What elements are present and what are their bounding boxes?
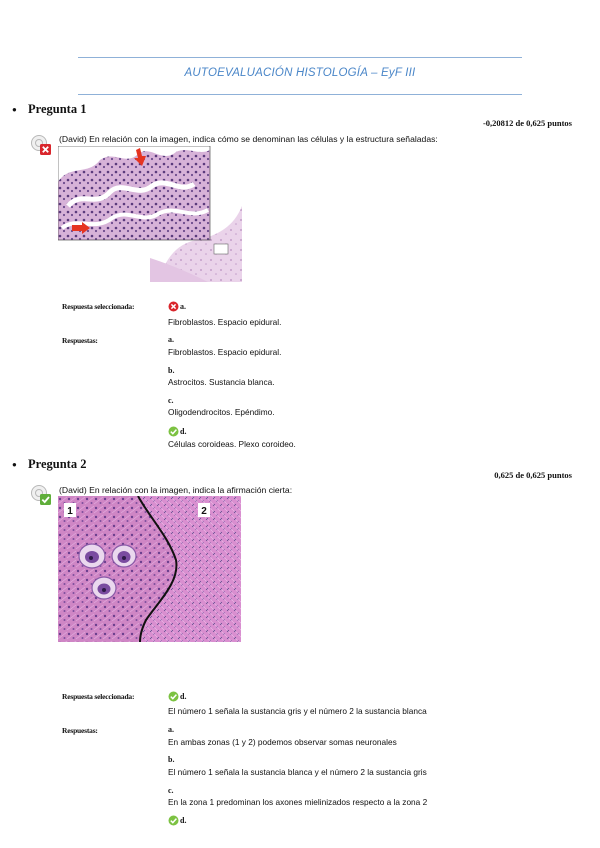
question-2-text: (David) En relación con la imagen, indica la afirmación cierta: bbox=[59, 485, 293, 495]
question-1-option-b-letter: b. bbox=[168, 366, 175, 375]
question-2-score: 0,625 de 0,625 puntos bbox=[494, 470, 572, 480]
question-1-option-d-text: Células coroideas. Plexo coroideo. bbox=[168, 439, 296, 449]
correct-check-icon bbox=[168, 815, 179, 826]
selected-answer-label: Respuesta seleccionada: bbox=[62, 692, 135, 701]
question-2-option-a-text: En ambas zonas (1 y 2) podemos observar somas neuronales bbox=[168, 737, 397, 747]
question-1-option-c-letter: c. bbox=[168, 396, 174, 405]
image-label-2: 2 bbox=[201, 506, 207, 517]
question-2-selected-letter: d. bbox=[168, 691, 186, 702]
question-1-status-icon bbox=[30, 134, 50, 154]
question-1-selected-text: Fibroblastos. Espacio epidural. bbox=[168, 317, 282, 327]
question-2-option-a-letter: a. bbox=[168, 725, 174, 734]
answers-label: Respuestas: bbox=[62, 336, 98, 345]
question-2-micrograph bbox=[58, 496, 241, 642]
bullet: ● bbox=[12, 460, 17, 469]
question-2-option-b-text: El número 1 señala la sustancia blanca y el número 2 la sustancia gris bbox=[168, 767, 427, 777]
bottom-rule bbox=[78, 94, 522, 95]
question-1-selected-letter: a. bbox=[168, 301, 186, 312]
question-2-option-c-text: En la zona 1 predominan los axones mielinizados respecto a la zona 2 bbox=[168, 797, 428, 807]
question-1-option-a-letter: a. bbox=[168, 335, 174, 344]
question-1-score: -0,20812 de 0,625 puntos bbox=[482, 118, 572, 128]
question-1-option-b-text: Astrocitos. Sustancia blanca. bbox=[168, 377, 275, 387]
correct-check-icon bbox=[168, 426, 179, 437]
question-1-option-a-text: Fibroblastos. Espacio epidural. bbox=[168, 347, 282, 357]
question-2-heading: Pregunta 2 bbox=[28, 457, 87, 471]
question-2-status-icon bbox=[30, 484, 50, 504]
question-1-option-c-text: Oligodendrocitos. Epéndimo. bbox=[168, 407, 275, 417]
document-title: AUTOEVALUACIÓN HISTOLOGÍA – EyF III bbox=[184, 67, 416, 79]
selected-answer-label: Respuesta seleccionada: bbox=[62, 302, 135, 311]
question-2-option-c-letter: c. bbox=[168, 786, 174, 795]
correct-check-icon bbox=[168, 691, 179, 702]
top-rule bbox=[78, 57, 522, 58]
bullet: ● bbox=[12, 105, 17, 114]
question-2-selected-text: El número 1 señala la sustancia gris y el número 2 la sustancia blanca bbox=[168, 706, 427, 716]
question-1-heading: Pregunta 1 bbox=[28, 102, 87, 116]
question-2-option-d-letter: d. bbox=[168, 815, 186, 826]
image-label-1: 1 bbox=[67, 506, 73, 517]
question-1-text: (David) En relación con la imagen, indica cómo se denominan las células y la estructura señaladas: bbox=[59, 134, 438, 144]
incorrect-icon bbox=[168, 301, 179, 312]
answers-label: Respuestas: bbox=[62, 726, 98, 735]
question-2-option-b-letter: b. bbox=[168, 755, 175, 764]
question-1-micrograph bbox=[58, 146, 244, 282]
question-1-option-d-letter: d. bbox=[168, 426, 186, 437]
